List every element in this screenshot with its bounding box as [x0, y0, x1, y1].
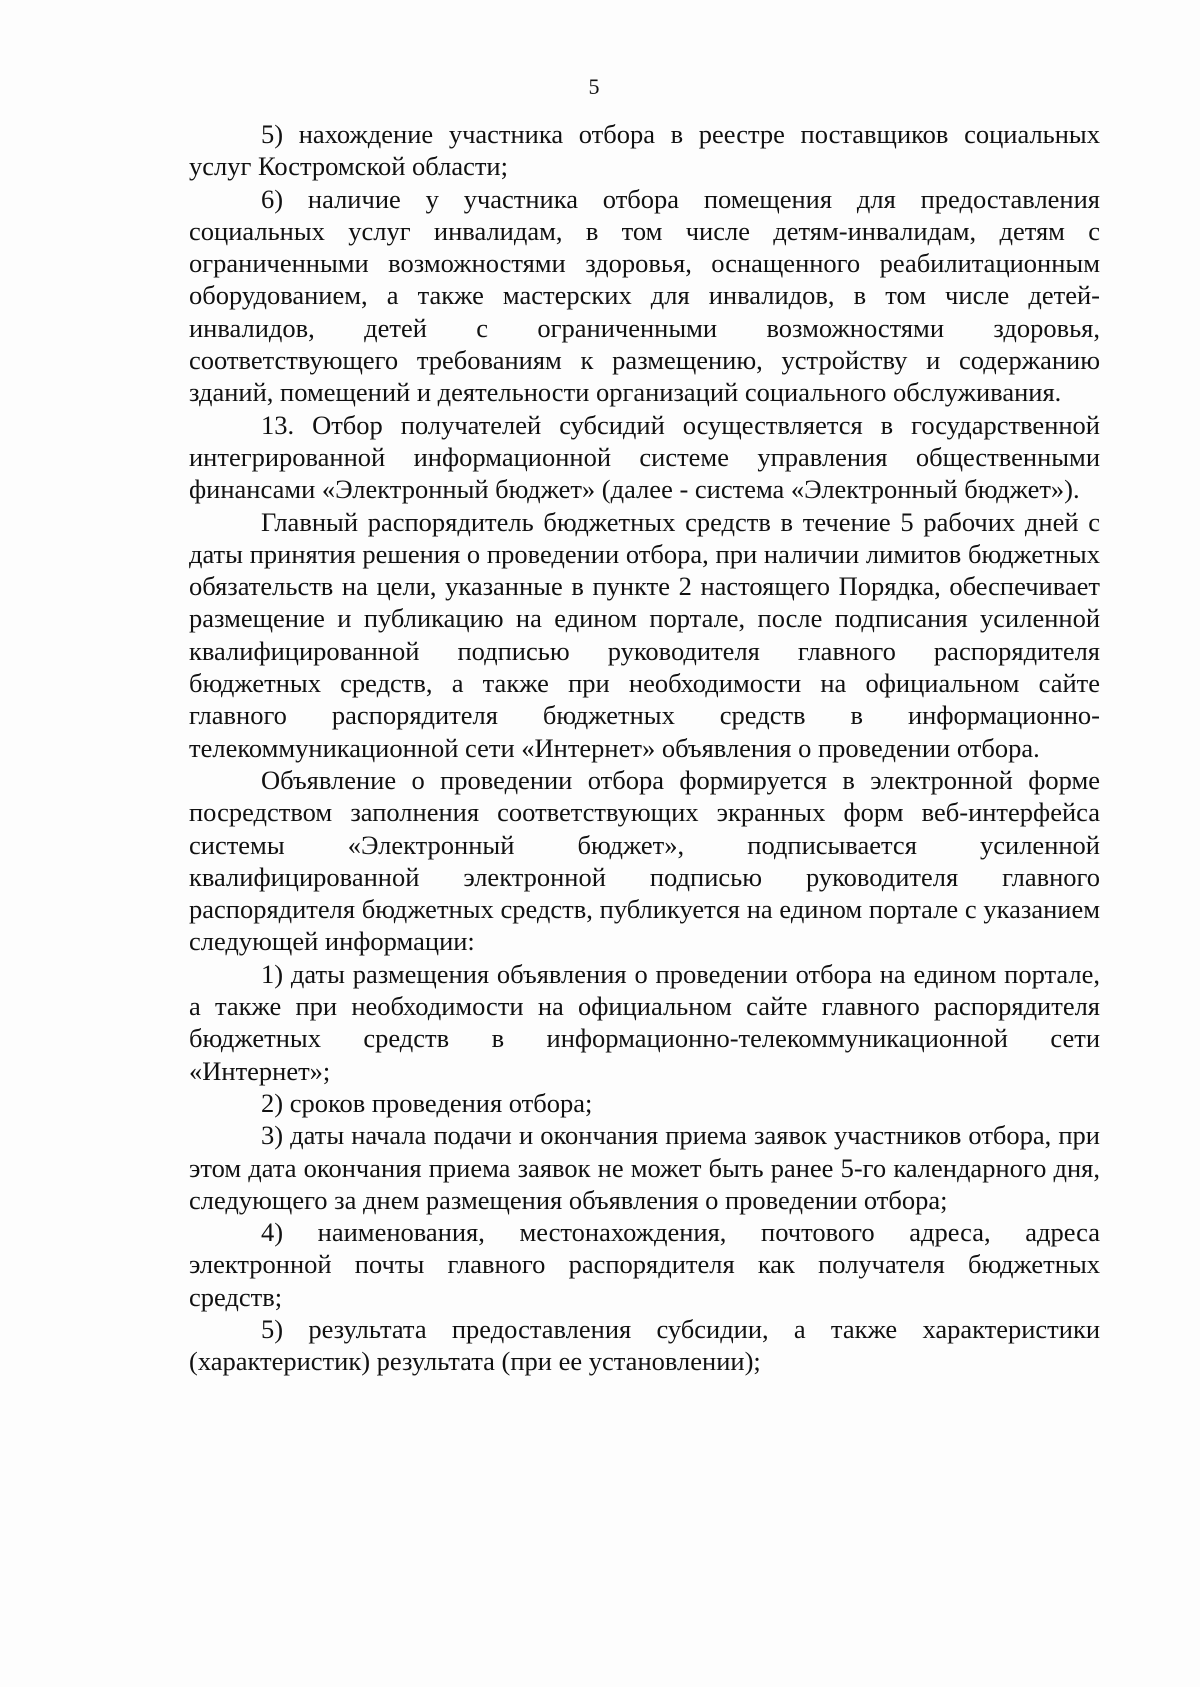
paragraph-main-administrator: Главный распорядитель бюджетных средств в течение 5 рабочих дней с даты принятия решения о проведении отбора, при наличии лимитов бюджетных обязательств на цели, указанные в пункте 2 настоящего Порядка, обеспечивает размещение и публикацию на едином портале, после подписания усиленной квалифицированной подписью руководителя главного распорядителя бюджетных средств, а также при необходимости на официальном сайте главного распорядителя бюджетных средств в информационно-телекоммуникационной сети «Интернет» объявления о проведении отбора. — [189, 506, 1100, 763]
page-number: 5 — [588, 74, 600, 99]
paragraph-item-5-registry: 5) нахождение участника отбора в реестре поставщиков социальных услуг Костромской области; — [189, 119, 1100, 182]
list-item-1-dates: 1) даты размещения объявления о проведении отбора на едином портале, а также при необходимости на официальном сайте главного распорядителя бюджетных средств в информационно-телекоммуникационной сети «Интернет»; — [189, 958, 1100, 1086]
list-item-5-result: 5) результата предоставления субсидии, а также характеристики (характеристик) результата (при ее установлении); — [189, 1313, 1100, 1377]
paragraph-item-6-premises: 6) наличие у участника отбора помещения для предоставления социальных услуг инвалидам, в том числе детям-инвалидам, детям с ограниченными возможностями здоровья, оснащенного реабилитационным оборудованием, а также мастерских для инвалидов, в том числе детей-инвалидов, детей с ограниченными возможностями здоровья, соответствующего требованиям к размещению, устройству и содержанию зданий, помещений и деятельности организаций социального обслуживания. — [189, 183, 1100, 408]
paragraph-announcement: Объявление о проведении отбора формируется в электронной форме посредством заполнения соответствующих экранных форм веб-интерфейса системы «Электронный бюджет», подписывается усиленной квалифицированной электронной подписью руководителя главного распорядителя бюджетных средств, публикуется на едином портале с указанием следующей информации: — [189, 764, 1100, 957]
document-body — [189, 118, 1100, 1378]
list-item-4-contacts: 4) наименования, местонахождения, почтового адреса, адреса электронной почты главного распорядителя как получателя бюджетных средств; — [189, 1217, 1100, 1312]
list-item-3-application-dates: 3) даты начала подачи и окончания приема заявок участников отбора, при этом дата окончания приема заявок не может быть ранее 5-го календарного дня, следующего за днем размещения объявления о проведении отбора; — [189, 1120, 1100, 1215]
list-item-2-terms: 2) сроков проведения отбора; — [261, 1087, 593, 1118]
paragraph-clause-13: 13. Отбор получателей субсидий осуществляется в государственной интегрированной информационной системе управления общественными финансами «Электронный бюджет» (далее - система «Электронный бюджет»). — [189, 409, 1100, 505]
